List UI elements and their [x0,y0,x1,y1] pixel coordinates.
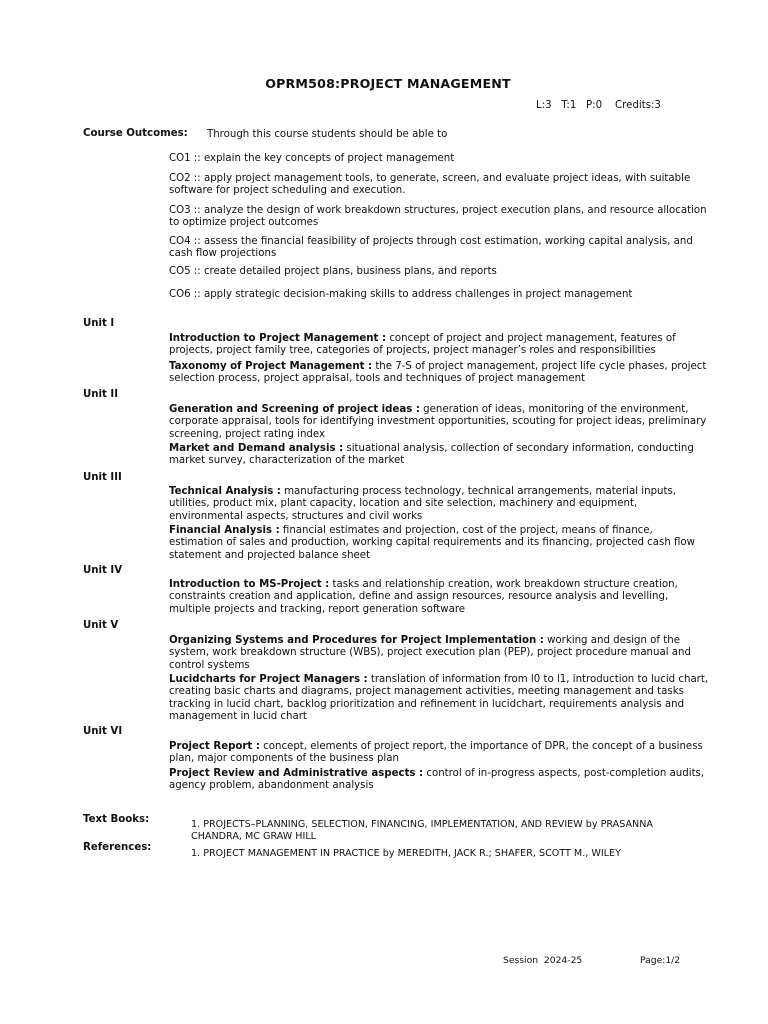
unit-3-topic-2 [169,525,709,562]
text-books-label: Text Books: [83,814,150,825]
topic-text: tasks and relationship creation, work breakdown structure creation, constraints creation and application, define and assign resources, resource analysis and levelling, multiple projects and tracking, report generation software [169,579,678,615]
unit-6-topic-2 [169,768,709,793]
unit-4-topic-1 [169,579,709,616]
unit-4-label: Unit IV [83,565,123,576]
unit-2-topic-2 [169,443,709,468]
unit-6-topic-1 [169,741,709,766]
topic-heading: Project Report : [169,741,260,752]
topic-heading: Introduction to Project Management : [169,333,387,344]
page-number: Page:1/2 [640,955,681,966]
topic-heading: Lucidcharts for Project Managers : [169,674,368,685]
unit-6-label: Unit VI [83,726,123,737]
unit-5-topic-1 [169,635,709,672]
course-outcome-2: CO2 :: apply project management tools, to generate, screen, and evaluate project ideas, with suitable software for project scheduling and execution. [169,173,691,197]
unit-1-label: Unit I [83,318,115,329]
course-outcome-4: CO4 :: assess the financial feasibility of projects through cost estimation, working capital analysis, and cash flow projections [169,236,693,260]
topic-heading: Taxonomy of Project Management : [169,361,373,372]
topic-heading: Organizing Systems and Procedures for Project Implementation : [169,635,544,646]
course-outcome-6: CO6 :: apply strategic decision-making skills to address challenges in project management [169,289,633,300]
unit-2-topic-1 [169,404,709,441]
text-book-1: 1. PROJECTS–PLANNING, SELECTION, FINANCING, IMPLEMENTATION, AND REVIEW by PRASANNA CHANDRA, MC GRAW HILL [191,819,653,842]
reference-1: 1. PROJECT MANAGEMENT IN PRACTICE by MEREDITH, JACK R.; SHAFER, SCOTT M., WILEY [191,848,621,859]
unit-1-topic-2 [169,361,709,386]
credits-line: L:3 T:1 P:0 Credits:3 [536,100,661,111]
course-title: OPRM508:PROJECT MANAGEMENT [265,76,511,91]
unit-5-label: Unit V [83,620,119,631]
topic-text: manufacturing process technology, technical arrangements, material inputs, utilities, product mix, plant capacity, location and site selection, machinery and equipment, environmental aspects, structures and civil works [169,486,677,522]
course-outcome-3: CO3 :: analyze the design of work breakdown structures, project execution plans, and resource allocation to optimize project outcomes [169,205,707,229]
topic-heading: Technical Analysis : [169,486,281,497]
references-label: References: [83,842,152,853]
topic-text: translation of information from l0 to l1, introduction to lucid chart, creating basic charts and diagrams, project management activities, meeting management and tasks tracking in lucid chart, backlog prioritization and refinement in lucidchart, requirements analysis and management in lucid chart [169,674,709,723]
unit-5-topic-2 [169,674,709,724]
course-outcomes-intro: Through this course students should be able to [207,129,448,140]
topic-text: concept of project and project management, features of projects, project family tree, categories of projects, project manager’s roles and responsibilities [169,333,676,357]
topic-heading: Generation and Screening of project ideas : [169,404,420,415]
unit-3-label: Unit III [83,472,122,483]
course-outcomes-label: Course Outcomes: [83,128,188,139]
topic-heading: Financial Analysis : [169,525,280,536]
session-label: Session 2024-25 [503,955,583,966]
course-outcome-5: CO5 :: create detailed project plans, business plans, and reports [169,266,497,277]
unit-2-label: Unit II [83,389,119,400]
unit-1-topic-1 [169,333,709,358]
course-outcome-1: CO1 :: explain the key concepts of project management [169,153,455,164]
topic-text: financial estimates and projection, cost of the project, means of finance, estimation of sales and production, working capital requirements and its financing, projected cash flow statement and projected balance sheet [169,525,695,561]
topic-text: working and design of the system, work breakdown structure (WBS), project execution plan (PEP), project procedure manual and control systems [169,635,691,671]
unit-3-topic-1 [169,486,709,523]
topic-heading: Market and Demand analysis : [169,443,344,454]
topic-text: generation of ideas, monitoring of the environment, corporate appraisal, tools for identifying investment opportunities, scouting for project ideas, preliminary screening, project rating index [169,404,707,440]
topic-text: the 7-S of project management, project life cycle phases, project selection process, project appraisal, tools and techniques of project management [169,361,707,385]
topic-heading: Introduction to MS-Project : [169,579,330,590]
topic-text: concept, elements of project report, the importance of DPR, the concept of a business plan, major components of the business plan [169,741,703,765]
topic-heading: Project Review and Administrative aspects : [169,768,424,779]
topic-text: control of in-progress aspects, post-completion audits, agency problem, abandonment analysis [169,768,705,792]
topic-text: situational analysis, collection of secondary information, conducting market survey, characterization of the market [169,443,694,467]
